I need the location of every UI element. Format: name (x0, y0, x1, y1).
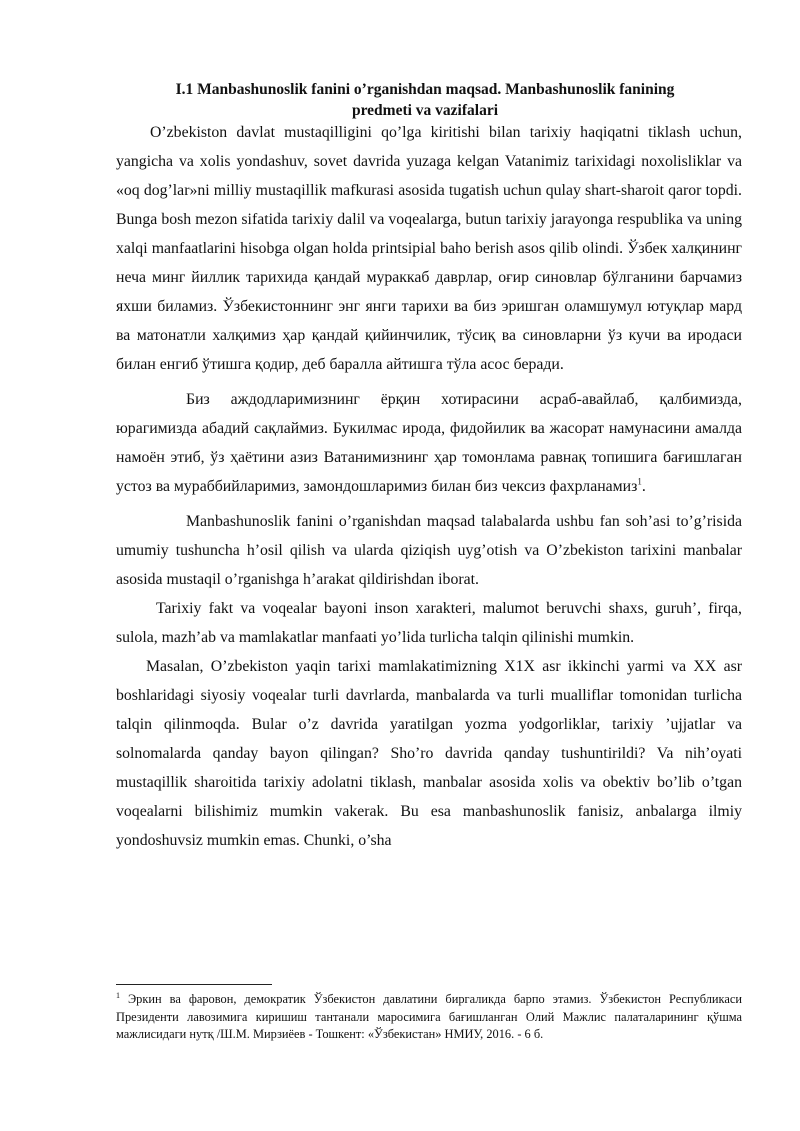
section-heading (110, 79, 740, 121)
body-text (116, 118, 742, 855)
paragraph-4: Tarixiy fakt va voqealar bayoni inson xarakteri, malumot beruvchi shaxs, guruh’, firqa, sulola, mazh’ab va mamlakatlar manfaati yo’lida turlicha talqin qilinishi mumkin. (116, 600, 742, 646)
paragraph-2: Биз аждодларимизнинг ёрқин хотирасини асраб-авайлаб, қалбимизда, юрагимизда абадий сақлаймиз. Букилмас ирода, фидойилик ва жасорат намунасини амалда намоён этиб, ўз ҳаётини азиз Ватанимизнинг ҳар томонлама равнақ топишига бағишлаган устоз ва мураббийларимиз, замондошларимиз билан биз чексиз фахрланамиз$^1$. (116, 391, 742, 495)
paragraph-5: Masalan, O’zbekiston yaqin tarixi mamlakatimizning X1X asr ikkinchi yarmi va XX asr boshlaridagi siyosiy voqealar turli davrlarda, manbalarda va turli mualliflar tomonidan turlicha talqin qilinmoqda. Bular o’z davrida yaratilgan yozma yodgorliklar, tarixiy ’ujjatlar va solnomalarda qanday bayon qilingan? Sho’ro davrida qanday tushuntirildi? Va nih’oyati mustaqillik sharoitida tarixiy adolatni tiklash, manbalar asosida xolis va obektiv bo’lib o’tgan voqealarni bilishimiz mumkin vakerak. Bu esa manbashunoslik fanisiz, anbalarga ilmiy yondoshuvsiz mumkin emas. Chunki, o’sha (116, 658, 742, 849)
footnote-separator (116, 984, 272, 985)
paragraph-3: Manbashunoslik fanini o’rganishdan maqsad talabalarda ushbu fan soh’asi to’g’risida umumiy tushuncha h’osil qilish va ularda qiziqish uyg’otish va O’zbekiston tarixini manbalar asosida mustaqil o’rganishga h’arakat qildirishdan iborat. (116, 513, 742, 588)
section-heading-line-1: I.1 Manbashunoslik fanini o’rganishdan maqsad. Manbashunoslik fanining (175, 81, 675, 98)
footnote-marker: 1 (116, 990, 120, 1000)
paragraph-1: O’zbekiston davlat mustaqilligini qo’lga kiritishi bilan tarixiy haqiqatni tiklash uchun, yangicha va xolis yondashuv, sovet davrida yuzaga kelgan Vatanimiz tarixidagi noxolisliklar va «oq dog’lar»ni milliy mustaqillik mafkurasi asosida tugatish uchun qulay shart-sharoit qaror topdi. Bunga bosh mezon sifatida tarixiy dalil va voqealarga, butun tarixiy jarayonga respublika va uning xalqi manfaatlarini hisobga olgan holda printsipial baho berish asos qilib olindi. Ўзбек халқининг неча минг йиллик тарихида қандай мураккаб даврлар, оғир синовлар бўлганини барчамиз яхши биламиз. Ўзбекистоннинг энг янги тарихи ва биз эришган оламшумул ютуқлар мард ва матонатли халқимиз ҳар қандай қийинчилик, тўсиқ ва синовларни ўз кучи ва иродаси билан енгиб ўтишга қодир, деб баралла айтишга тўла асос беради. (116, 124, 742, 373)
footnote (116, 991, 742, 1044)
section-heading-line-2: predmeti va vazifalari (351, 102, 499, 119)
footnote-text: Эркин ва фаровон, демократик Ўзбекистон давлатини биргаликда барпо этамиз. Ўзбекистон Республикаси Президенти лавозимига киришиш тантанали маросимига бағишланган Олий Мажлис палаталарининг қўшма мажлисидаги нутқ /Ш.М. Мирзиёев - Тошкент: «Ўзбекистан» НМИУ, 2016. - 6 б. (116, 992, 742, 1041)
paragraph-2-text: Биз аждодларимизнинг ёрқин хотирасини асраб-авайлаб, қалбимизда, юрагимизда абадий сақлаймиз. Букилмас ирода, фидойилик ва жасорат намунасини амалда намоён этиб, ўз ҳаётини азиз Ватанимизнинг ҳар томонлама равнақ топишига бағишлаган устоз ва мураббийларимиз, замондошларимиз билан биз чексиз фахрланамиз (116, 391, 742, 495)
footnote-reference: 1 (637, 476, 642, 487)
